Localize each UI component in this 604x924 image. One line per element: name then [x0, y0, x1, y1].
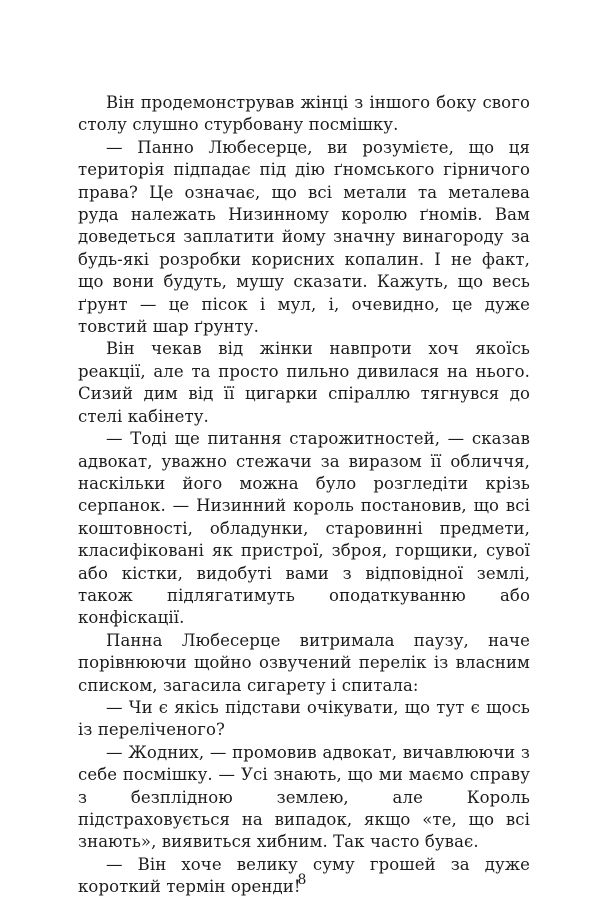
page-text	[78, 92, 530, 899]
paragraph: Він продемонстрував жінці з іншого боку свого столу слушно стурбовану посмішку.	[78, 93, 530, 135]
page-number: 8	[297, 872, 307, 888]
paragraph: Панна Любесерце витримала паузу, наче порівнюючи щойно озвучений перелік із власним списком, загасила сигарету і спитала:	[78, 630, 530, 695]
paragraph: — Тоді ще питання старожитностей, — сказав адвокат, уважно стежачи за виразом її обличчя, наскільки його можна було розгледіти крізь серпанок. — Низинний король постановив, що всі коштовності, обладунки, старовинні предмети, класифіковані як пристрої, зброя, горщики, сувої або кістки, видобуті вами з відповідної землі, також підлягатимуть оподаткуванню або конфіскації.	[78, 429, 530, 628]
paragraph: — Він хоче велику суму грошей за дуже короткий термін оренди!	[78, 854, 530, 897]
paragraph: — Панно Любесерце, ви розумієте, що ця територія підпадає під дію ґномського гірничого права? Це означає, що всі метали та металева руда належать Низинному королю ґномів. Вам доведеться заплатити йому значну винагороду за будь-які розробки корисних копалин. І не факт, що вони будуть, мушу сказати. Кажуть, що весь ґрунт — це пісок і мул, і, очевидно, це дуже товстий шар ґрунту.	[78, 137, 530, 337]
paragraph: — Жодних, — промовив адвокат, вичавлюючи з себе посмішку. — Усі знають, що ми маємо справу з безплідною землею, але Король підстраховується на випадок, якщо «те, що всі знають», виявиться хибним. Так часто буває.	[78, 742, 530, 852]
paragraph: — Чи є якісь підстави очікувати, що тут є щось із переліченого?	[78, 697, 530, 740]
paragraph: Він чекав від жінки навпроти хоч якоїсь реакції, але та просто пильно дивилася на нього. Сизий дим від її цигарки спіраллю тягнувся до стелі кабінету.	[78, 339, 530, 426]
